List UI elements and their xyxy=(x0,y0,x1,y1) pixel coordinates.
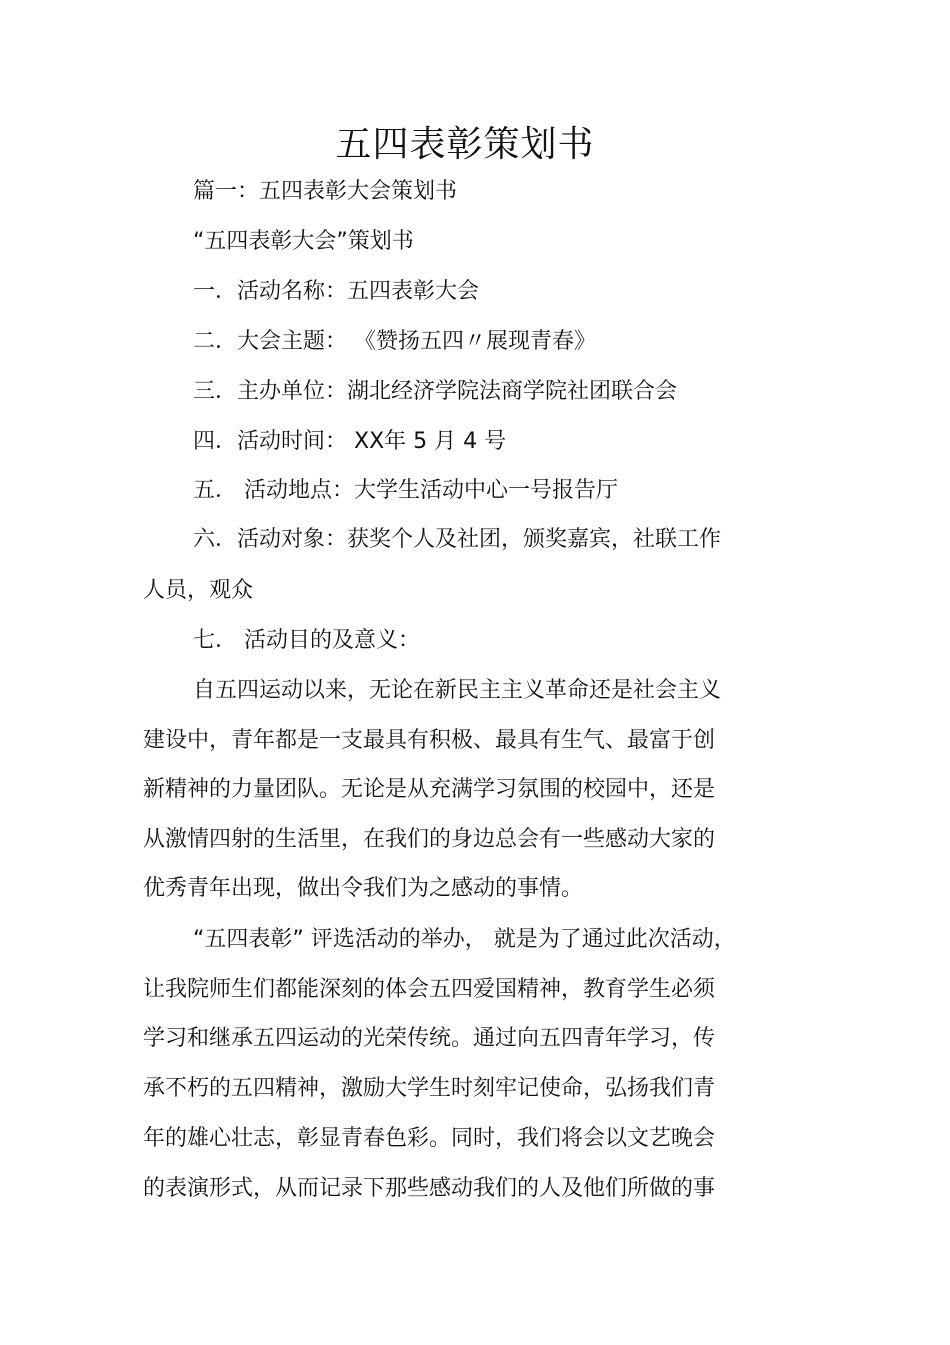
document-title: 五四表彰策划书 xyxy=(335,124,595,165)
paragraph-line: 新精神的力量团队。无论是从充满学习氛围的校园中，还是 xyxy=(143,777,716,802)
paragraph-line: 优秀青年出现，做出令我们为之感动的事情。 xyxy=(143,876,584,901)
section-heading: 篇一：五四表彰大会策划书 xyxy=(193,179,458,204)
item-purpose-heading: 七． 活动目的及意义： xyxy=(193,628,420,653)
paragraph-line: 让我院师生们都能深刻的体会五四爱国精神，教育学生必须 xyxy=(143,977,716,1002)
item-location: 五． 活动地点：大学生活动中心一号报告厅 xyxy=(193,478,618,503)
paragraph-line: 的表演形式，从而记录下那些感动我们的人及他们所做的事 xyxy=(143,1176,716,1201)
paragraph-line: 从激情四射的生活里，在我们的身边总会有一些感动大家的 xyxy=(143,827,716,852)
item-activity-name: 一．活动名称：五四表彰大会 xyxy=(193,279,480,304)
paragraph-line: 承不朽的五四精神，激励大学生时刻牢记使命，弘扬我们青 xyxy=(143,1076,716,1101)
item-audience: 六．活动对象：获奖个人及社团，颁奖嘉宾，社联工作 xyxy=(193,527,722,552)
item-audience-continued: 人员，观众 xyxy=(143,578,254,603)
paragraph-line: 建设中，青年都是一支最具有积极、最具有生气、最富于创 xyxy=(143,728,716,753)
paragraph-line: “五四表彰” 评选活动的举办， 就是为了通过此次活动， xyxy=(193,927,736,952)
paragraph-line: 自五四运动以来，无论在新民主主义革命还是社会主义 xyxy=(193,678,722,703)
paragraph-line: 年的雄心壮志，彰显青春色彩。同时，我们将会以文艺晚会 xyxy=(143,1126,716,1151)
item-time: 四．活动时间： XX年 5 月 4 号 xyxy=(193,429,507,454)
item-organizer: 三．主办单位：湖北经济学院法商学院社团联合会 xyxy=(193,379,678,404)
item-theme: 二．大会主题： 《赞扬五四〃展现青春》 xyxy=(193,329,596,354)
paragraph-line: 学习和继承五四运动的光荣传统。通过向五四青年学习，传 xyxy=(143,1026,716,1051)
sub-title: “五四表彰大会”策划书 xyxy=(193,229,414,254)
